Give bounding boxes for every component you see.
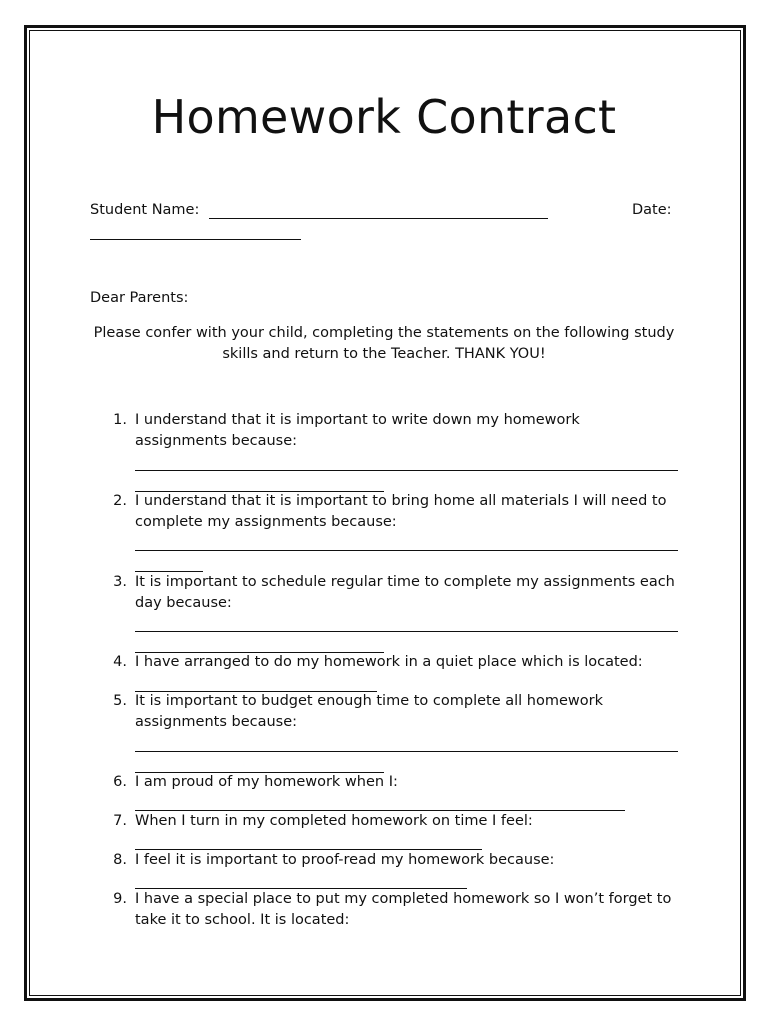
item-number: 9.	[113, 891, 127, 907]
student-name-label: Student Name:	[90, 202, 200, 218]
date-label: Date:	[632, 202, 672, 218]
answer-blank-1a[interactable]	[135, 470, 678, 471]
student-name-blank[interactable]	[209, 218, 548, 219]
answer-blank-5a[interactable]	[135, 751, 678, 752]
date-blank[interactable]	[90, 239, 301, 240]
item-statement: I have a special place to put my completed homework so I won’t forget to take it to school. It is located:	[135, 891, 672, 928]
item-number: 4.	[113, 654, 127, 670]
item-statement: I am proud of my homework when I:	[135, 774, 398, 790]
item-statement: I have arranged to do my homework in a quiet place which is located:	[135, 654, 643, 670]
greeting: Dear Parents:	[90, 290, 189, 306]
item-statement: I feel it is important to proof-read my homework because:	[135, 852, 555, 868]
item-statement: I understand that it is important to write down my homework assignments because:	[135, 412, 580, 449]
item-statement: It is important to budget enough time to complete all homework assignments because:	[135, 693, 603, 730]
item-number: 5.	[113, 693, 127, 709]
item-number: 1.	[113, 412, 127, 428]
item-number: 6.	[113, 774, 127, 790]
answer-blank-3a[interactable]	[135, 631, 678, 632]
item-statement: It is important to schedule regular time to complete my assignments each day because:	[135, 574, 675, 611]
item-number: 8.	[113, 852, 127, 868]
item-number: 2.	[113, 493, 127, 509]
item-number: 7.	[113, 813, 127, 829]
item-number: 3.	[113, 574, 127, 590]
document-title: Homework Contract	[151, 90, 617, 144]
answer-blank-2a[interactable]	[135, 550, 678, 551]
item-statement: When I turn in my completed homework on time I feel:	[135, 813, 533, 829]
item-statement: I understand that it is important to bring home all materials I will need to complete my assignments because:	[135, 493, 667, 530]
instructions: Please confer with your child, completing the statements on the following study skills and return to the Teacher. THANK YOU!	[93, 325, 675, 362]
